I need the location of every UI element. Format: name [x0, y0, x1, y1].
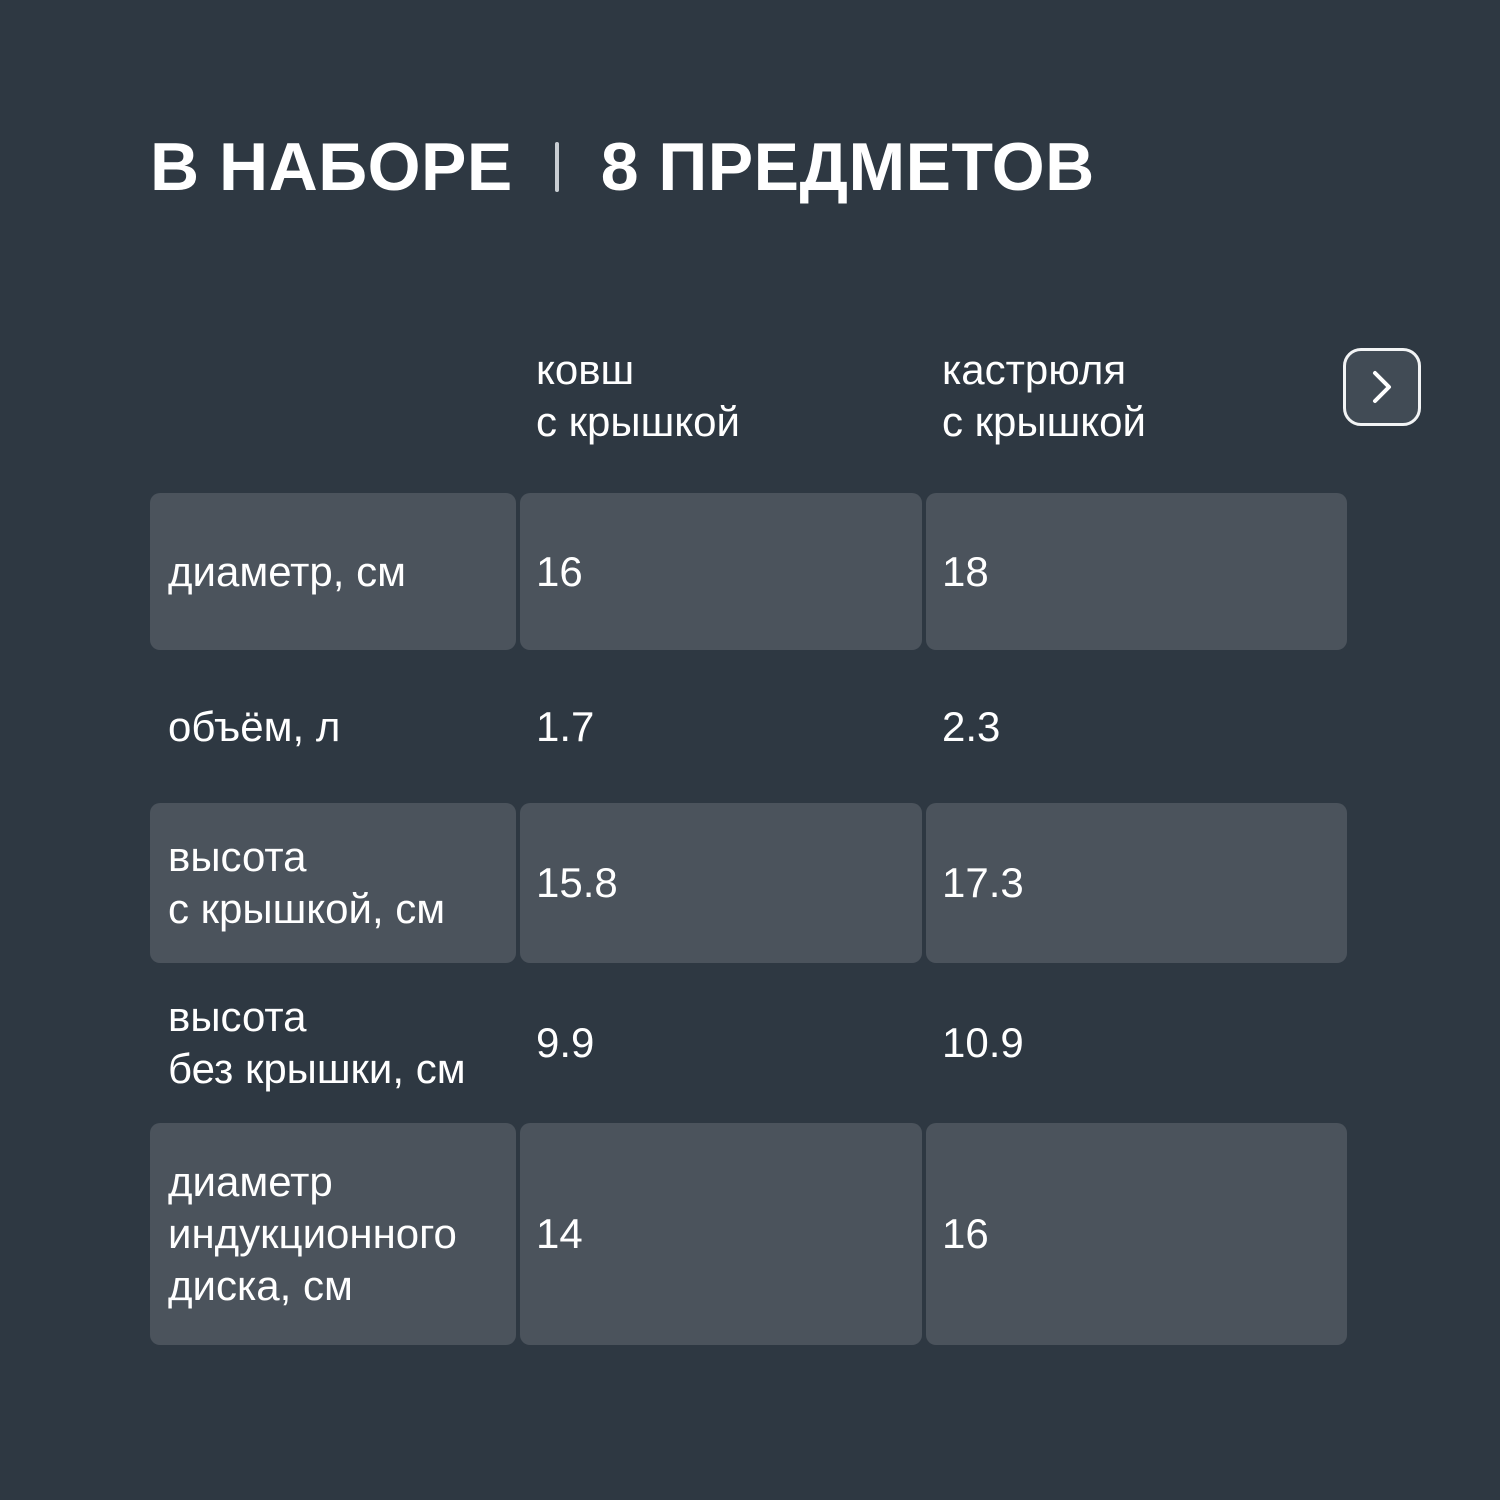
value-text: 14 [536, 1210, 583, 1257]
row-label-line: диаметр [168, 1158, 333, 1205]
value-text: 15.8 [536, 859, 618, 906]
value-text: 16 [536, 547, 583, 595]
column-header-kastryulya [926, 344, 1347, 448]
row-label-line: диаметр, см [168, 547, 406, 595]
row-label [150, 963, 516, 1123]
table-row-induction-disk [150, 1123, 1347, 1345]
row-label [150, 803, 516, 963]
spec-table [150, 493, 1347, 1345]
table-row-height-with-lid [150, 803, 1347, 963]
value-text: 18 [942, 547, 989, 595]
column-header-line: с крышкой [942, 398, 1146, 445]
row-label-line: индукционного [168, 1210, 457, 1257]
column-header-line: ковш [536, 346, 635, 393]
row-label [150, 493, 516, 650]
row-value [926, 1123, 1347, 1345]
row-value [520, 1123, 922, 1345]
value-text: 17.3 [942, 859, 1024, 906]
row-value [520, 963, 922, 1123]
row-label-line: высота [168, 993, 307, 1040]
row-label [150, 1123, 516, 1345]
value-text: 10.9 [942, 1019, 1024, 1066]
column-headers [150, 344, 1347, 448]
title-count-label: 8 ПРЕДМЕТОВ [600, 129, 1095, 205]
row-label-line: высота [168, 833, 307, 880]
row-label [150, 650, 516, 803]
row-value [520, 803, 922, 963]
row-value [926, 650, 1347, 803]
row-value [520, 650, 922, 803]
next-slide-button[interactable] [1343, 348, 1421, 426]
table-row-height-without-lid [150, 963, 1347, 1123]
value-text: 1.7 [536, 702, 595, 750]
row-value [926, 963, 1347, 1123]
page-title [150, 128, 1095, 206]
column-header-kovsh [520, 344, 922, 448]
row-value [926, 493, 1347, 650]
title-divider [555, 142, 559, 192]
column-header-spacer [150, 344, 516, 448]
value-text: 2.3 [942, 702, 1001, 750]
row-label-line: диска, см [168, 1262, 353, 1309]
row-label-line: объём, л [168, 702, 341, 750]
table-row-volume [150, 650, 1347, 803]
value-text: 9.9 [536, 1019, 595, 1066]
row-value [926, 803, 1347, 963]
row-label-line: без крышки, см [168, 1045, 466, 1092]
chevron-right-icon [1365, 367, 1399, 407]
row-label-line: с крышкой, см [168, 885, 446, 932]
title-set-label: В НАБОРЕ [150, 129, 513, 205]
value-text: 16 [942, 1210, 989, 1257]
table-row-diameter [150, 493, 1347, 650]
column-header-line: с крышкой [536, 398, 740, 445]
column-header-line: кастрюля [942, 346, 1127, 393]
row-value [520, 493, 922, 650]
